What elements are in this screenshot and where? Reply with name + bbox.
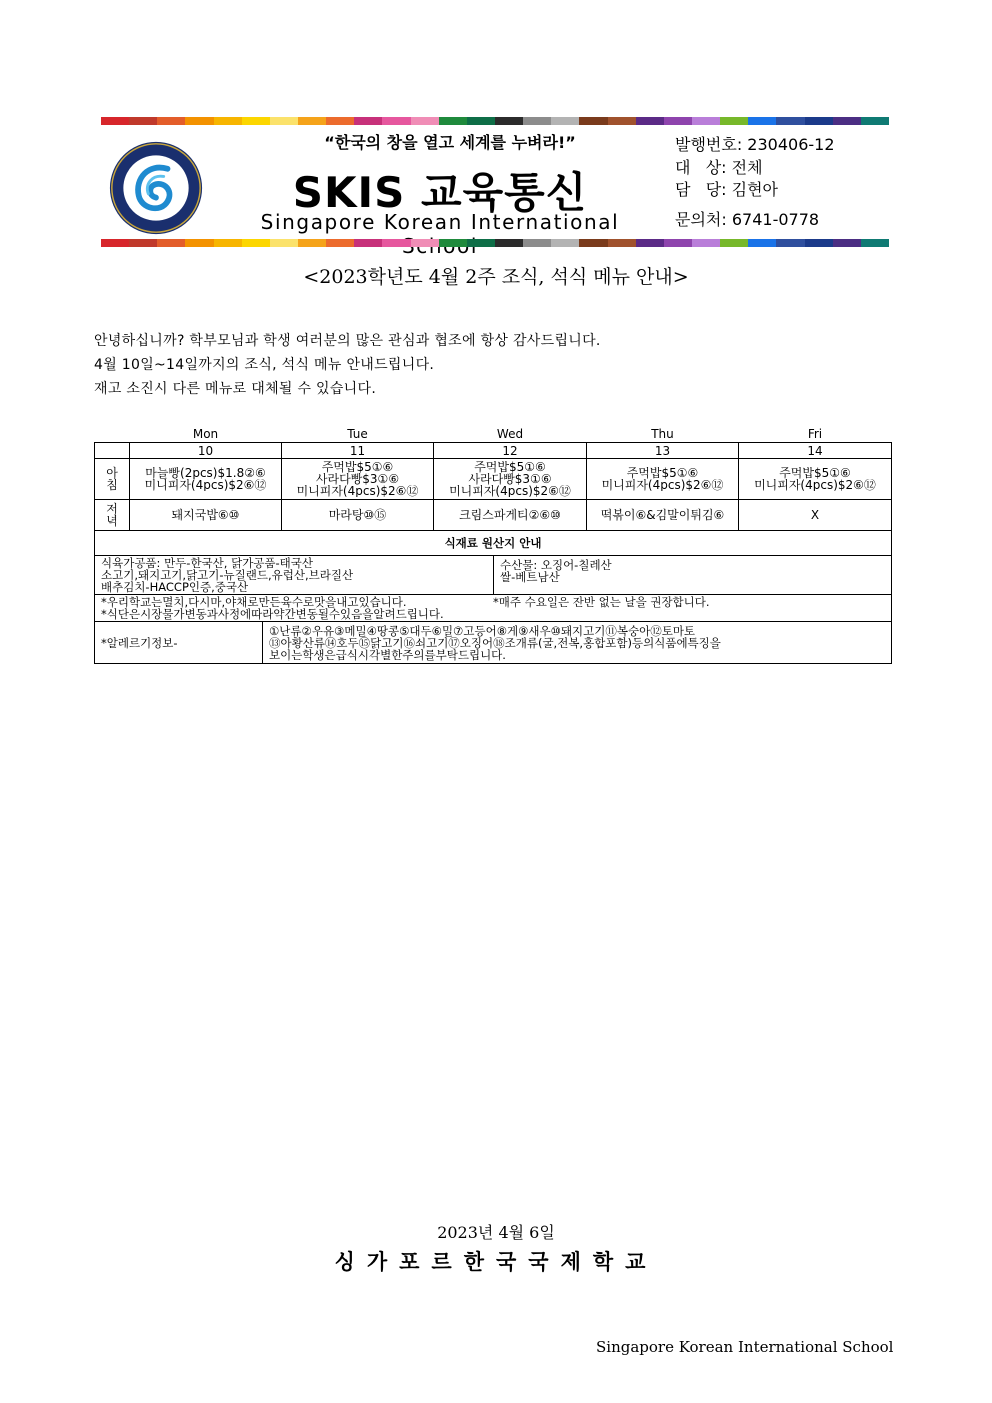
stripe-segment [861, 239, 889, 247]
decorative-color-stripe-top [101, 117, 889, 125]
stripe-segment [326, 239, 354, 247]
origin-line: 수산물: 오징어-칠레산 [500, 559, 612, 571]
breakfast-label-char-2: 침 [106, 478, 118, 492]
dinner-row [95, 500, 892, 531]
origin-right-cell [494, 556, 892, 595]
stripe-segment [157, 239, 185, 247]
allergy-label: *알레르기정보- [95, 622, 263, 664]
stripe-segment [298, 117, 326, 125]
origin-line: 소고기,돼지고기,닭고기-뉴질랜드,유럽산,브라질산 [101, 569, 354, 581]
ingredient-info-table [94, 530, 892, 664]
menu-item: 미니피자(4pcs)$2⑥⑫ [754, 479, 876, 491]
stripe-segment [551, 117, 579, 125]
weekday-header-row [95, 425, 892, 443]
stripe-segment [101, 239, 129, 247]
school-logo [108, 140, 204, 236]
issue-date: 2023년 4월 6일 [437, 1223, 555, 1242]
stripe-segment [551, 239, 579, 247]
target-audience: 대 상: 전체 [675, 158, 763, 177]
weekday-fri: Fri [807, 426, 823, 441]
date-label-cell [95, 443, 130, 459]
stripe-segment [776, 117, 804, 125]
corner-cell [95, 425, 130, 443]
no-waste-notice: *매주 수요일은 잔반 없는 날을 권장합니다. [493, 595, 710, 609]
school-name-korean: 싱가포르한국국제학교 [334, 1249, 658, 1274]
menu-item: 미니피자(4pcs)$2⑥⑫ [449, 485, 571, 497]
intro-line-3: 재고 소진시 다른 메뉴로 대체될 수 있습니다. [94, 381, 377, 397]
menu-item: 미니피자(4pcs)$2⑥⑫ [601, 479, 724, 491]
weekday-wed: Wed [496, 426, 524, 441]
stripe-segment [776, 239, 804, 247]
stripe-segment [833, 117, 861, 125]
stripe-segment [720, 117, 748, 125]
stripe-segment [354, 239, 382, 247]
intro-line-1: 안녕하십니까? 학부모님과 학생 여러분의 많은 관심과 협조에 항상 감사드립니다. [94, 333, 601, 349]
dinner-tue: 마라탕⑩⑮ [282, 500, 434, 531]
weekday-tue: Tue [347, 426, 368, 441]
stripe-segment [608, 117, 636, 125]
origin-line: 식육가공품: 만두-한국산, 닭가공품-태국산 [101, 557, 313, 569]
origin-left-cell [95, 556, 494, 595]
stripe-segment [298, 239, 326, 247]
allergy-line: 보이는학생은급식시각별한주의를부탁드립니다. [269, 648, 506, 661]
allergy-line: ①난류②우유③메밀④땅콩⑤대두⑥밀⑦고등어⑧게⑨새우⑩돼지고기⑪복숭아⑫토마토 [269, 624, 696, 637]
weekly-menu-table [94, 425, 892, 531]
stripe-segment [664, 239, 692, 247]
stripe-segment [185, 117, 213, 125]
intro-line-2: 4월 10일~14일까지의 조식, 석식 메뉴 안내드립니다. [94, 357, 435, 373]
newsletter-title: SKIS 교육통신 [292, 168, 588, 217]
stripe-segment [523, 117, 551, 125]
date-wed: 12 [434, 443, 587, 459]
date-fri: 14 [739, 443, 892, 459]
stripe-segment [523, 239, 551, 247]
stripe-segment [748, 239, 776, 247]
stripe-segment [354, 117, 382, 125]
menu-item: 주먹밥$5①⑥ [626, 467, 699, 479]
document-title: <2023학년도 4월 2주 조식, 석식 메뉴 안내> [303, 266, 689, 288]
weekday-mon: Mon [192, 426, 219, 441]
issue-number: 발행번호: 230406-12 [675, 135, 835, 154]
breakfast-row [95, 459, 892, 500]
stripe-segment [382, 117, 410, 125]
menu-change-notice: *식단은시장물가변동과사정에따라약간변동될수있음을알려드립니다. [101, 607, 444, 621]
person-in-charge: 담 당: 김현아 [675, 180, 779, 199]
footer-school-name: Singapore Korean International School [596, 1338, 894, 1356]
menu-item: 마늘빵(2pcs)$1.8②⑥ [145, 467, 266, 479]
stripe-segment [805, 239, 833, 247]
allergy-info-cell [263, 622, 892, 664]
menu-item: 주먹밥$5①⑥ [321, 461, 394, 473]
menu-item: 미니피자(4pcs)$2⑥⑫ [144, 479, 267, 491]
origin-line: 쌀-베트남산 [500, 571, 560, 583]
dinner-wed: 크림스파게티②⑥⑩ [434, 500, 587, 531]
stripe-segment [720, 239, 748, 247]
stripe-segment [411, 117, 439, 125]
stripe-segment [270, 117, 298, 125]
breakfast-label [95, 459, 130, 500]
dinner-fri: X [739, 500, 892, 531]
stripe-segment [579, 117, 607, 125]
stripe-segment [411, 239, 439, 247]
stripe-segment [382, 239, 410, 247]
breakfast-tue [282, 459, 434, 500]
broth-notice: *우리학교는멸치,다시마,야채로만든육수로맛을내고있습니다. [101, 595, 407, 609]
stripe-segment [129, 239, 157, 247]
stripe-segment [467, 117, 495, 125]
stripe-segment [495, 117, 523, 125]
menu-item: 사라다빵$3①⑥ [468, 473, 552, 485]
stripe-segment [636, 117, 664, 125]
stripe-segment [214, 117, 242, 125]
dinner-label-char-2: 녁 [106, 514, 118, 528]
stripe-segment [748, 117, 776, 125]
date-thu: 13 [587, 443, 739, 459]
breakfast-label-char-1: 아 [106, 466, 118, 480]
stripe-segment [326, 117, 354, 125]
stripe-segment [214, 239, 242, 247]
notice-cell [95, 595, 892, 622]
dinner-label-char-1: 저 [106, 502, 118, 516]
origin-line: 배추김치-HACCP인증,중국산 [101, 581, 249, 593]
stripe-segment [157, 117, 185, 125]
stripe-segment [805, 117, 833, 125]
stripe-segment [579, 239, 607, 247]
stripe-segment [129, 117, 157, 125]
stripe-segment [608, 239, 636, 247]
breakfast-fri [739, 459, 892, 500]
school-name-english: Singapore Korean International [260, 210, 620, 234]
stripe-segment [692, 117, 720, 125]
stripe-segment [664, 117, 692, 125]
date-tue: 11 [282, 443, 434, 459]
menu-item: 주먹밥$5①⑥ [474, 461, 546, 473]
slogan: “한국의 창을 열고 세계를 누벼라!” [324, 133, 576, 152]
dinner-label [95, 500, 130, 531]
weekday-thu: Thu [651, 426, 674, 441]
stripe-segment [439, 239, 467, 247]
dinner-mon: 돼지국밥⑥⑩ [130, 500, 282, 531]
decorative-color-stripe-bottom [101, 239, 889, 247]
stripe-segment [242, 239, 270, 247]
breakfast-mon [130, 459, 282, 500]
date-row [95, 443, 892, 459]
stripe-segment [861, 117, 889, 125]
breakfast-thu [587, 459, 739, 500]
menu-item: 사라다빵$3①⑥ [315, 473, 400, 485]
stripe-segment [636, 239, 664, 247]
contact-number: 문의처: 6741-0778 [675, 210, 820, 229]
stripe-segment [833, 239, 861, 247]
stripe-segment [439, 117, 467, 125]
stripe-segment [242, 117, 270, 125]
date-mon: 10 [130, 443, 282, 459]
stripe-segment [467, 239, 495, 247]
menu-item: 미니피자(4pcs)$2⑥⑫ [296, 485, 419, 497]
stripe-segment [495, 239, 523, 247]
menu-item: 주먹밥$5①⑥ [779, 467, 851, 479]
stripe-segment [692, 239, 720, 247]
stripe-segment [270, 239, 298, 247]
breakfast-wed [434, 459, 587, 500]
stripe-segment [101, 117, 129, 125]
allergy-line: ⑬아황산류⑭호두⑮닭고기⑯쇠고기⑰오징어⑱조개류(굴,전복,홍합포함)등의식품에특징을 [269, 636, 721, 649]
stripe-segment [185, 239, 213, 247]
dinner-thu: 떡볶이⑥&김말이튀김⑥ [587, 500, 739, 531]
origin-header: 식재료 원산지 안내 [95, 531, 892, 556]
